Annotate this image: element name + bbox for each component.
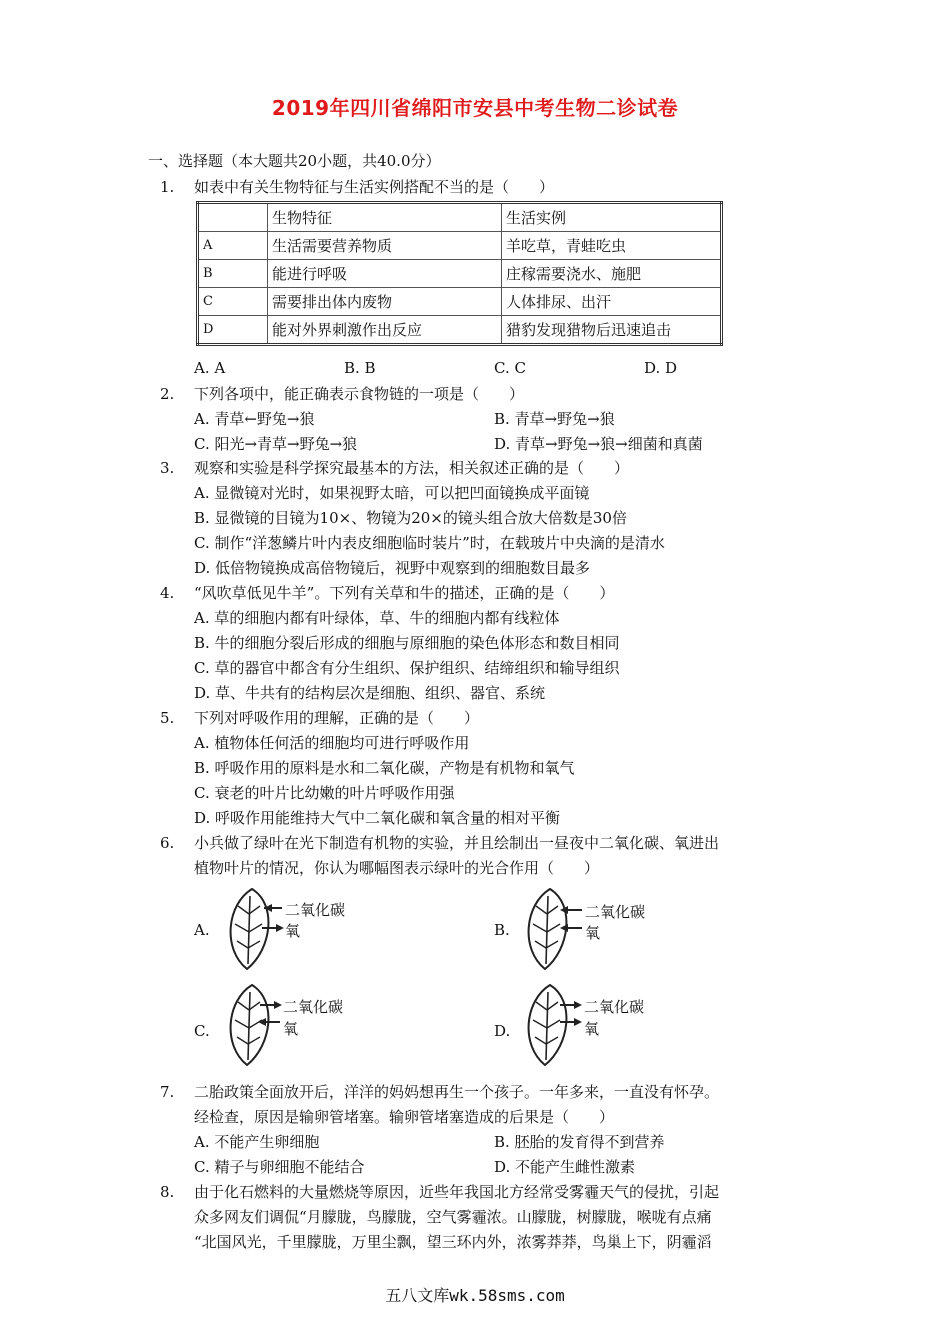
question-number: 4. <box>160 584 175 602</box>
option-d[interactable]: D. 不能产生雌性激素 <box>494 1158 636 1176</box>
option-c[interactable]: C. C <box>494 359 526 377</box>
option-a[interactable]: A. A <box>194 359 226 377</box>
section-heading: 一、选择题（本大题共20小题，共40.0分） <box>148 152 441 170</box>
table-cell: C <box>198 288 268 316</box>
table-cell: 能对外界刺激作出反应 <box>268 316 502 345</box>
question-text: 如表中有关生物特征与生活实例搭配不当的是（ ） <box>194 178 555 196</box>
table-cell: 人体排尿、出汗 <box>502 288 722 316</box>
question-text: 经检查，原因是输卵管堵塞。输卵管堵塞造成的后果是（ ） <box>194 1108 615 1126</box>
question-3 <box>160 456 800 481</box>
question-text: 下列对呼吸作用的理解，正确的是（ ） <box>194 709 480 727</box>
co2-label: 二氧化碳 <box>283 998 344 1016</box>
table-row <box>198 316 722 345</box>
option-a[interactable]: A. 不能产生卵细胞 <box>194 1133 320 1151</box>
o2-label: 氧 <box>584 1020 600 1038</box>
option-d[interactable]: D. 草、牛共有的结构层次是细胞、组织、器官、系统 <box>194 684 546 702</box>
option-a[interactable]: A. 草的细胞内都有叶绿体，草、牛的细胞内都有线粒体 <box>194 609 560 627</box>
question-4 <box>160 581 800 606</box>
q1-table <box>196 201 723 346</box>
question-8 <box>160 1180 800 1255</box>
table-row <box>198 232 722 260</box>
option-a[interactable]: A. 青草←野兔→狼 <box>194 410 315 428</box>
leaf-diagram-a <box>222 884 382 974</box>
question-number: 2. <box>160 385 175 403</box>
question-number: 8. <box>160 1183 175 1201</box>
o2-label: 氧 <box>283 1020 299 1038</box>
question-text: 二胎政策全面放开后，洋洋的妈妈想再生一个孩子。一年多来，一直没有怀孕。 <box>194 1083 720 1101</box>
question-2 <box>160 382 800 407</box>
option-b[interactable]: B. 胚胎的发育得不到营养 <box>494 1133 665 1151</box>
option-b[interactable]: B. 牛的细胞分裂后形成的细胞与原细胞的染色体形态和数目相同 <box>194 634 620 652</box>
question-number: 7. <box>160 1083 175 1101</box>
question-5 <box>160 706 800 731</box>
option-c[interactable]: C. 制作“洋葱鳞片叶内表皮细胞临时装片”时，在载玻片中央滴的是清水 <box>194 534 665 552</box>
table-cell: 能进行呼吸 <box>268 260 502 288</box>
question-text: 小兵做了绿叶在光下制造有机物的实验，并且绘制出一昼夜中二氧化碳、氧进出 <box>194 834 720 852</box>
table-cell: 生物特征 <box>268 203 502 232</box>
option-c[interactable]: C. <box>194 1022 210 1040</box>
option-b[interactable]: B. B <box>344 359 376 377</box>
question-text: 众多网友们调侃“月朦胧，鸟朦胧，空气雾霾浓。山朦胧，树朦胧，喉咙有点痛 <box>194 1208 712 1226</box>
co2-label: 二氧化碳 <box>584 998 645 1016</box>
option-b[interactable]: B. 呼吸作用的原料是水和二氧化碳，产物是有机物和氧气 <box>194 759 575 777</box>
option-b[interactable]: B. <box>494 921 510 939</box>
option-b[interactable]: B. 显微镜的目镜为10×、物镜为20×的镜头组合放大倍数是30倍 <box>194 509 627 527</box>
option-a[interactable]: A. <box>194 921 210 939</box>
option-b[interactable]: B. 青草→野兔→狼 <box>494 410 615 428</box>
table-cell: 生活需要营养物质 <box>268 232 502 260</box>
o2-label: 氧 <box>285 922 301 940</box>
question-number: 6. <box>160 834 175 852</box>
option-d[interactable]: D. 低倍物镜换成高倍物镜后，视野中观察到的细胞数目最多 <box>194 559 591 577</box>
co2-label: 二氧化碳 <box>285 901 346 919</box>
page-title: 2019年四川省绵阳市安县中考生物二诊试卷 <box>271 96 679 120</box>
leaf-diagram-d <box>520 980 680 1070</box>
question-number: 1. <box>160 178 175 196</box>
table-cell: A <box>198 232 268 260</box>
option-c[interactable]: C. 精子与卵细胞不能结合 <box>194 1158 365 1176</box>
table-cell <box>198 203 268 232</box>
question-number: 5. <box>160 709 175 727</box>
leaf-diagram-c <box>222 980 382 1070</box>
question-1 <box>160 175 800 200</box>
question-text: “北国风光，千里朦胧，万里尘飘，望三环内外，浓雾莽莽，鸟巢上下，阴霾滔 <box>194 1233 712 1251</box>
table-cell: B <box>198 260 268 288</box>
question-number: 3. <box>160 459 175 477</box>
question-text: 下列各项中，能正确表示食物链的一项是（ ） <box>194 385 525 403</box>
table-row <box>198 260 722 288</box>
option-d[interactable]: D. D <box>644 359 678 377</box>
table-row <box>198 203 722 232</box>
option-d[interactable]: D. 呼吸作用能维持大气中二氧化碳和氧含量的相对平衡 <box>194 809 561 827</box>
question-7 <box>160 1080 800 1130</box>
table-cell: 庄稼需要浇水、施肥 <box>502 260 722 288</box>
question-6 <box>160 831 800 881</box>
option-d[interactable]: D. 青草→野兔→狼→细菌和真菌 <box>494 435 703 453</box>
option-c[interactable]: C. 衰老的叶片比幼嫩的叶片呼吸作用强 <box>194 784 455 802</box>
question-text: “风吹草低见牛羊”。下列有关草和牛的描述，正确的是（ ） <box>194 584 615 602</box>
table-cell: 生活实例 <box>502 203 722 232</box>
table-cell: 需要排出体内废物 <box>268 288 502 316</box>
co2-label: 二氧化碳 <box>585 903 646 921</box>
table-cell: 羊吃草，青蛙吃虫 <box>502 232 722 260</box>
option-c[interactable]: C. 草的器官中都含有分生组织、保护组织、结缔组织和输导组织 <box>194 659 620 677</box>
table-cell: 猎豹发现猎物后迅速追击 <box>502 316 722 345</box>
option-d[interactable]: D. <box>494 1022 511 1040</box>
option-a[interactable]: A. 植物体任何活的细胞均可进行呼吸作用 <box>194 734 470 752</box>
table-row <box>198 288 722 316</box>
question-text: 植物叶片的情况，你认为哪幅图表示绿叶的光合作用（ ） <box>194 859 600 877</box>
option-c[interactable]: C. 阳光→青草→野兔→狼 <box>194 435 358 453</box>
question-text: 观察和实验是科学探究最基本的方法，相关叙述正确的是（ ） <box>194 459 630 477</box>
footer-watermark: 五八文库wk.58sms.com <box>385 1286 565 1305</box>
option-a[interactable]: A. 显微镜对光时，如果视野太暗，可以把凹面镜换成平面镜 <box>194 484 590 502</box>
table-cell: D <box>198 316 268 345</box>
question-text: 由于化石燃料的大量燃烧等原因，近些年我国北方经常受雾霾天气的侵扰，引起 <box>194 1183 720 1201</box>
o2-label: 氧 <box>585 924 601 942</box>
